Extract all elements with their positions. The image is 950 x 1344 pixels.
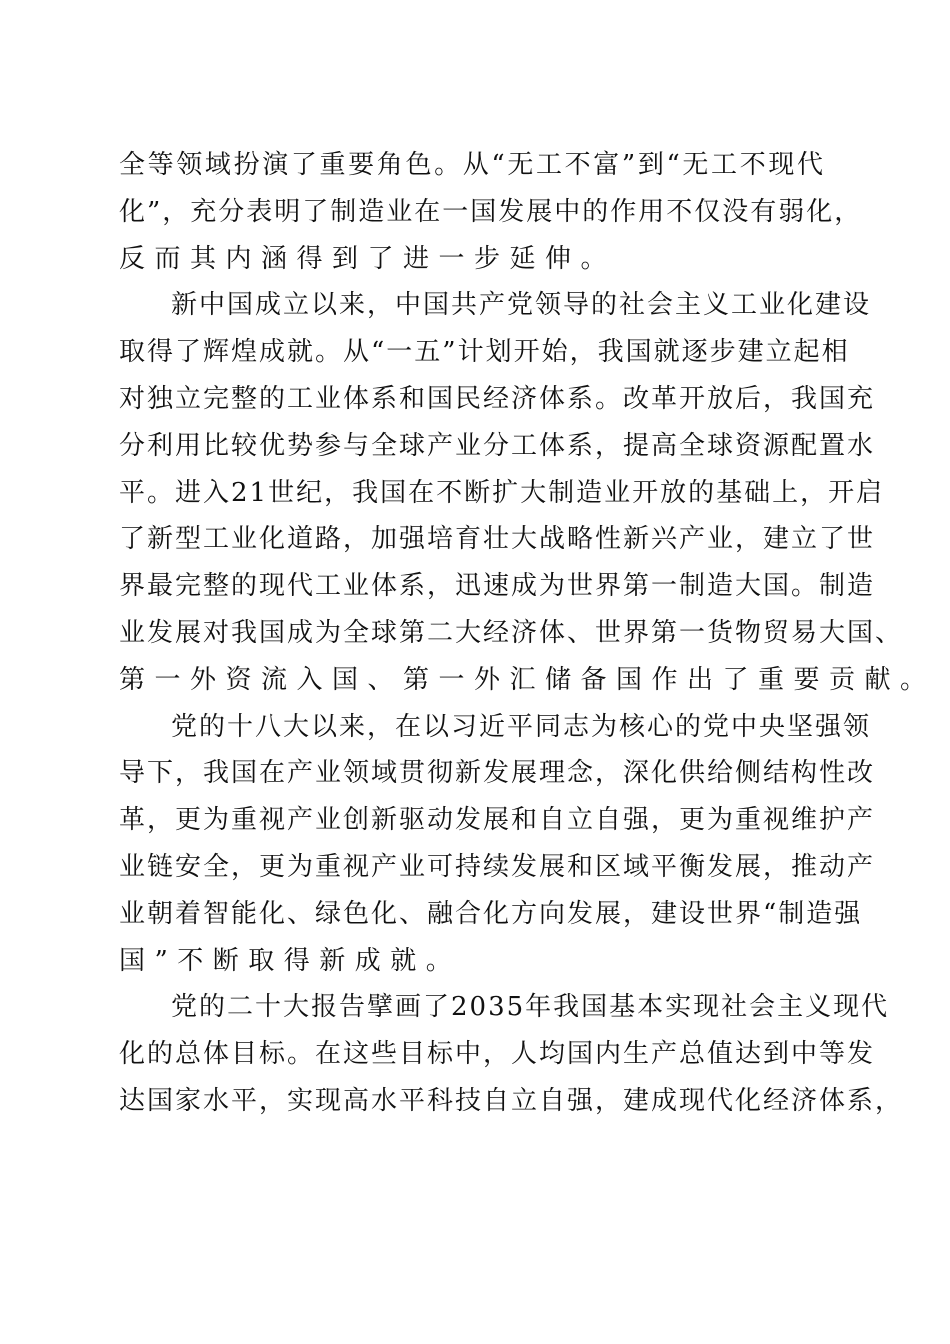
text-line: 业朝着智能化、绿色化、融合化方向发展，建设世界“制造强 (119, 898, 863, 929)
paragraph (119, 984, 904, 1124)
text-line: 第一外资流入国、第一外汇储备国作出了重要贡献。 (119, 664, 936, 695)
text-line: 分利用比较优势参与全球产业分工体系，提高全球资源配置水 (119, 430, 876, 461)
text-line: 导下，我国在产业领域贯彻新发展理念，深化供给侧结构性改 (119, 758, 876, 789)
text-line: 革，更为重视产业创新驱动发展和自立自强，更为重视维护产 (119, 805, 876, 836)
text-line: 新中国成立以来，中国共产党领导的社会主义工业化建设 (171, 290, 872, 321)
text-line: 全等领域扮演了重要角色。从“无工不富”到“无工不现代 (119, 150, 825, 180)
paragraph (119, 142, 863, 282)
text-line: 对独立完整的工业体系和国民经济体系。改革开放后，我国充 (119, 383, 876, 414)
text-line: 了新型工业化道路，加强培育壮大战略性新兴产业，建立了世 (119, 524, 876, 555)
paragraph (119, 704, 876, 985)
text-line: 达国家水平，实现高水平科技自立自强，建成现代化经济体系， (119, 1085, 904, 1116)
document-body (119, 142, 936, 1125)
text-line: 国”不断取得新成就。 (119, 945, 462, 976)
text-line: 界最完整的现代工业体系，迅速成为世界第一制造大国。制造 (119, 571, 876, 602)
text-line: 党的二十大报告擘画了2035年我国基本实现社会主义现代 (171, 992, 890, 1023)
text-line: 党的十八大以来，在以习近平同志为核心的党中央坚强领 (171, 711, 872, 742)
text-line: 化”，充分表明了制造业在一国发展中的作用不仅没有弱化， (119, 196, 863, 227)
text-line: 化的总体目标。在这些目标中，人均国内生产总值达到中等发 (119, 1039, 876, 1070)
text-line: 业发展对我国成为全球第二大经济体、世界第一货物贸易大国、 (119, 617, 904, 648)
text-line: 业链安全，更为重视产业可持续发展和区域平衡发展，推动产 (119, 851, 876, 882)
text-line: 取得了辉煌成就。从“一五”计划开始，我国就逐步建立起相 (119, 337, 850, 368)
paragraph (119, 282, 936, 703)
text-line: 平。进入21世纪，我国在不断扩大制造业开放的基础上，开启 (119, 477, 885, 508)
text-line: 反而其内涵得到了进一步延伸。 (119, 243, 617, 274)
